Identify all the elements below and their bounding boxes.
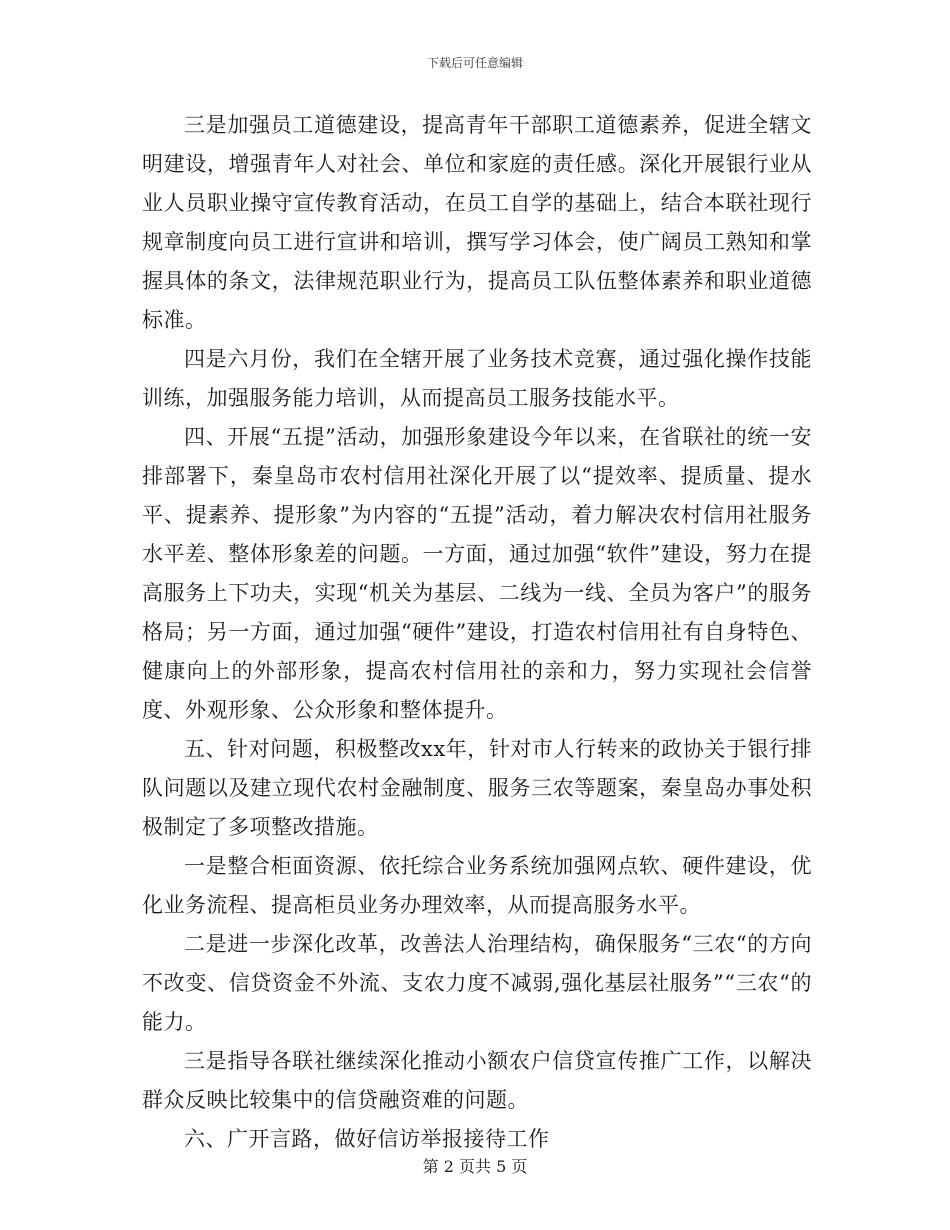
paragraph-3: 四、开展“五提”活动，加强形象建设今年以来，在省联社的统一安排部署下，秦皇岛市农村信用社深化开展了以“提效率、提质量、提水平、提素养、提形象”为内容的“五提”活动，着力解决农村信用社服务水平差、整体形象差的问题。一方面，通过加强“软件”建设，努力在提高服务上下功夫，实现“机关为基层、二线为一线、全员为客户”的服务格局；另一方面，通过加强“硬件”建设，打造农村信用社有自身特色、健康向上的外部形象，提高农村信用社的亲和力，努力实现社会信誉度、外观形象、公众形象和整体提升。 (142, 425, 812, 722)
paragraph-2: 四是六月份，我们在全辖开展了业务技术竞赛，通过强化操作技能训练，加强服务能力培训，从而提高员工服务技能水平。 (142, 347, 812, 410)
paragraph-1: 三是加强员工道德建设，提高青年干部职工道德素养，促进全辖文明建设，增强青年人对社会、单位和家庭的责任感。深化开展银行业从业人员职业操守宣传教育活动，在员工自学的基础上，结合本联社现行规章制度向员工进行宣讲和培训，撰写学习体会，使广阔员工熟知和掌握具体的条文，法律规范职业行为，提高员工队伍整体素养和职业道德标准。 (142, 113, 812, 332)
paragraph-4: 五、针对问题，积极整改xx年，针对市人行转来的政协关于银行排队问题以及建立现代农村金融制度、服务三农等题案，秦皇岛办事处积极制定了多项整改措施。 (142, 737, 812, 839)
page-header-note: 下载后可任意编辑 (426, 56, 523, 70)
paragraph-6: 二是进一步深化改革，改善法人治理结构，确保服务“三农“的方向不改变、信贷资金不外流、支农力度不减弱,强化基层社服务”“三农“的能力。 (142, 932, 812, 1034)
document-body (142, 106, 812, 1159)
paragraph-5: 一是整合柜面资源、依托综合业务系统加强网点软、硬件建设，优化业务流程、提高柜员业务办理效率，从而提高服务水平。 (142, 854, 812, 917)
paragraph-8: 六、广开言路，做好信访举报接待工作 (184, 1127, 550, 1151)
page-number: 第 2 页共 5 页 (422, 1157, 528, 1176)
paragraph-7: 三是指导各联社继续深化推动小额农户信贷宣传推广工作，以解决群众反映比较集中的信贷融资难的问题。 (142, 1049, 812, 1112)
